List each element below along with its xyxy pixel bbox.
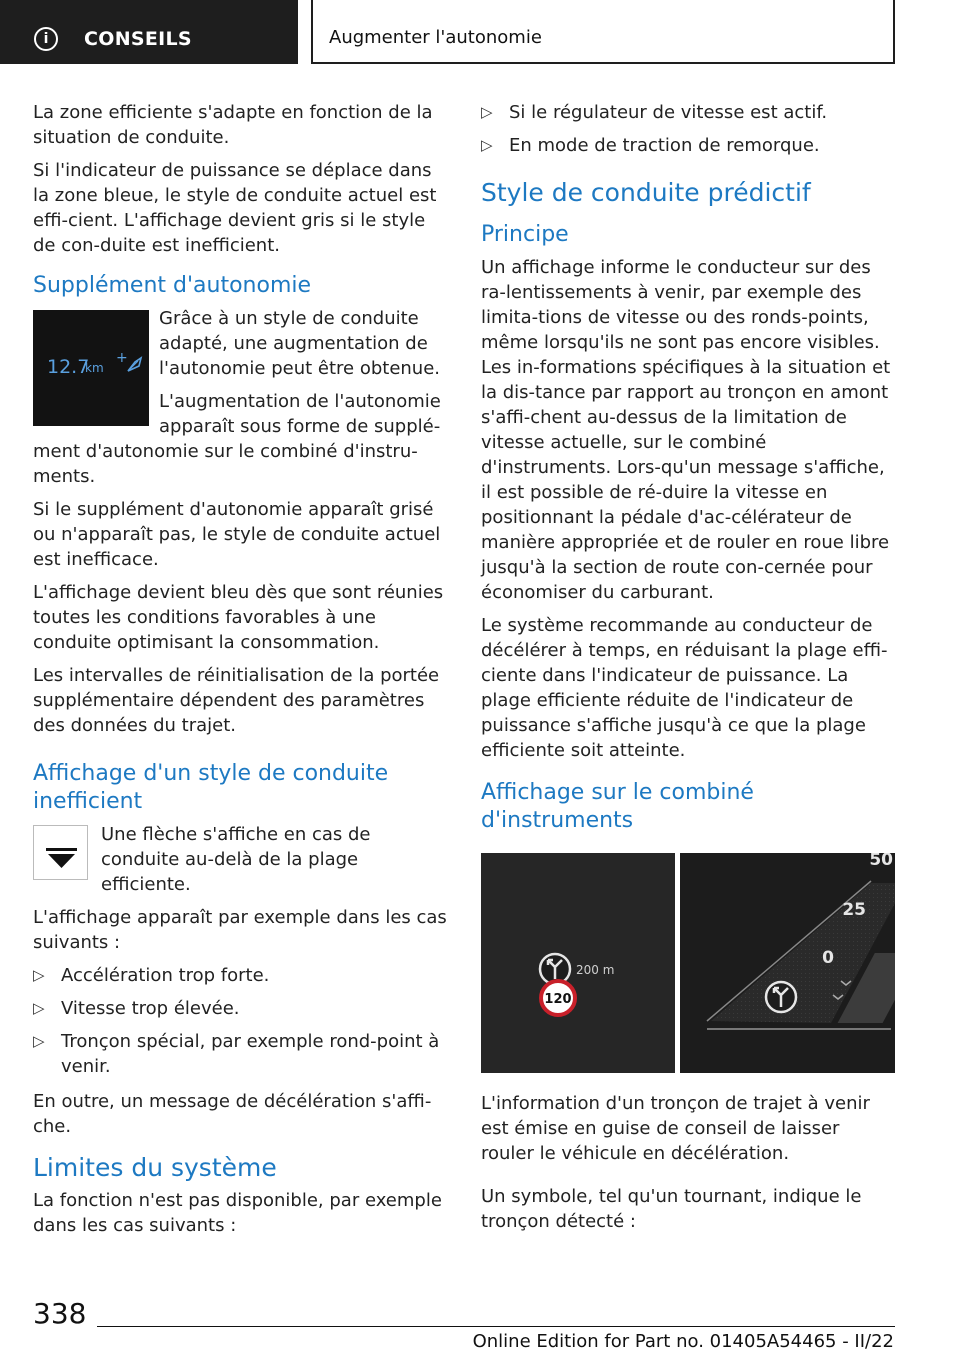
heading-principle: Principe <box>481 222 569 247</box>
heading-cluster-display: Affichage sur le combiné d'instruments <box>481 780 754 833</box>
paragraph: L'information d'un tronçon de trajet à venir est émise en guise de conseil de laisser rouler le véhicule en décélération. <box>481 1093 870 1164</box>
heading-predictive-style: Style de conduite prédictif <box>481 178 811 207</box>
paragraph: Un symbole, tel qu'un tournant, indique le tronçon détecté : <box>481 1186 862 1232</box>
scale-label: 25 <box>842 900 866 920</box>
section-title: CONSEILS <box>84 28 192 50</box>
paragraph: Les intervalles de réinitialisation de la portée supplémentaire dépendent des paramètres des données du trajet. <box>33 665 440 736</box>
inefficient-arrow-figure <box>33 825 88 880</box>
paragraph: Le système recommande au conducteur de décélérer à temps, en réduisant la plage effi-ciente dans l'indicateur de puissance. La plage efficiente réduite de l'indicateur de puissance s'affiche jusqu'à ce que la plage efficiente soit atteinte. <box>481 615 888 761</box>
bullet-list-inefficient <box>33 963 448 1079</box>
footer-rule <box>97 1326 895 1327</box>
paragraph: La fonction n'est pas disponible, par exemple dans les cas suivants : <box>33 1190 442 1236</box>
paragraph: L'augmentation de l'autonomie apparaît sous forme de supplé-ment d'autonomie sur le combiné d'instru-ments. <box>33 391 441 487</box>
range-unit: km <box>85 361 104 375</box>
page-number: 338 <box>33 1297 87 1330</box>
heading-inefficient-style: Affichage d'un style de conduite inefficient <box>33 761 389 814</box>
heading-range-supplement: Supplément d'autonomie <box>33 273 312 298</box>
cluster-illustration <box>481 853 895 1073</box>
turn-sign-icon <box>766 982 796 1012</box>
list-item: ▷ Tronçon spécial, par exemple rond-point à venir. <box>33 1029 448 1079</box>
speed-limit-value: 120 <box>544 992 572 1007</box>
paragraph: Si l'indicateur de puissance se déplace dans la zone bleue, le style de conduite actuel est effi-cient. L'affichage devient gris si le style de con-duite est inefficient. <box>33 160 437 256</box>
left-column <box>33 100 448 1246</box>
paragraph: Une flèche s'affiche en cas de conduite au-delà de la plage efficiente. <box>101 824 371 895</box>
paragraph: L'affichage devient bleu dès que sont réunies toutes les conditions favorables à une conduite optimisant la consommation. <box>33 582 444 653</box>
heading-system-limits: Limites du système <box>33 1153 277 1182</box>
list-item: ▷ Vitesse trop élevée. <box>33 996 448 1021</box>
range-plus: + <box>116 350 128 366</box>
header-chapter-box <box>311 0 895 64</box>
paragraph: En outre, un message de décélération s'affi-che. <box>33 1091 432 1137</box>
efficiency-leaf-icon <box>125 354 145 374</box>
header-section-tab <box>0 0 298 64</box>
right-column <box>481 100 896 1242</box>
inefficient-block <box>33 822 448 963</box>
info-icon: i <box>34 27 58 51</box>
paragraph: Si le supplément d'autonomie apparaît grisé ou n'apparaît pas, le style de conduite actuel est inefficace. <box>33 499 441 570</box>
range-value: 12.7 <box>47 356 90 378</box>
arrow-down-icon <box>34 826 89 881</box>
instrument-cluster-figure <box>481 853 895 1073</box>
paragraph: L'affichage apparaît par exemple dans les cas suivants : <box>33 907 447 953</box>
distance-label: 200 m <box>576 963 615 977</box>
range-supplement-figure <box>33 310 149 426</box>
list-item: ▷ Si le régulateur de vitesse est actif. <box>481 100 896 125</box>
scale-label: 50 <box>869 853 893 870</box>
paragraph: Un affichage informe le conducteur sur des ra-lentissements à venir, par exemple des limita-tions de vitesse ou des ronds-points, même lorsqu'ils ne sont pas encore visibles. Les in-formations spécifiques à la situation et la dis-tance par rapport au tronçon en amont s'affi-chent au-dessus de la limitation de vitesse actuelle, sur le combiné d'instruments. Lors-qu'un message s'affiche, il est possible de ré-duire la vitesse en positionnant la pédale d'ac-célérateur de manière appropriée et de rouler en roue libre jusqu'à la section de route con-cernée pour économiser du carburant. <box>481 257 891 603</box>
scale-label: 0 <box>822 948 834 968</box>
bullet-list-limits <box>481 100 896 158</box>
range-supplement-block <box>33 306 448 497</box>
list-item: ▷ Accélération trop forte. <box>33 963 448 988</box>
list-item: ▷ En mode de traction de remorque. <box>481 133 896 158</box>
edition-note: Online Edition for Part no. 01405A54465 - II/22 <box>472 1331 894 1352</box>
chapter-title: Augmenter l'autonomie <box>329 27 542 48</box>
paragraph: La zone efficiente s'adapte en fonction de la situation de conduite. <box>33 102 433 148</box>
paragraph: Grâce à un style de conduite adapté, une augmentation de l'autonomie peut être obtenue. <box>159 308 441 379</box>
